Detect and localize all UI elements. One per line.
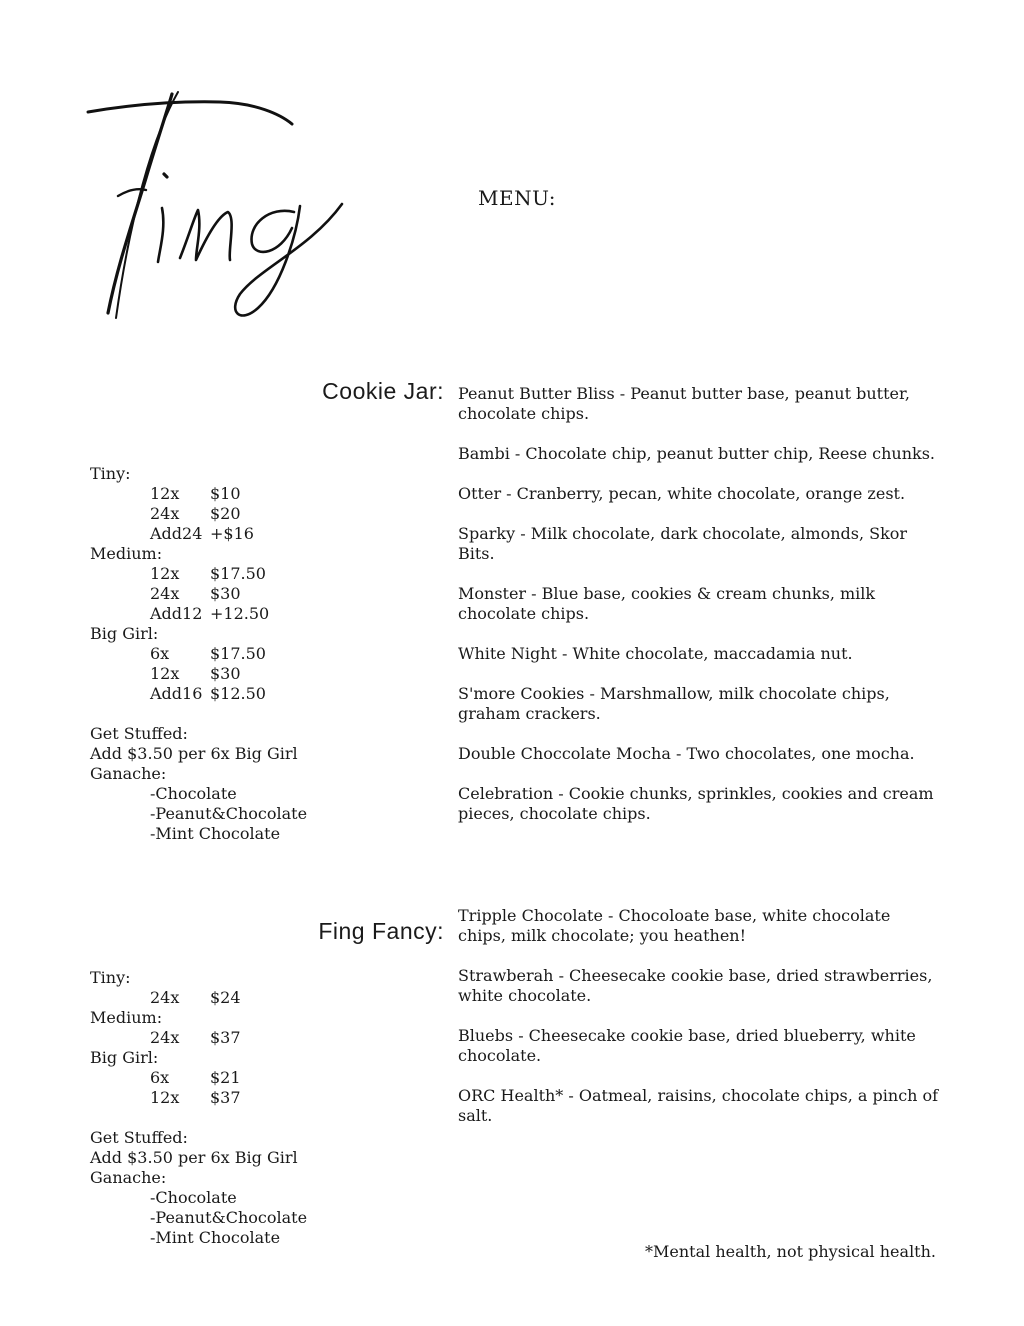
menu-item: Bluebs - Cheesecake cookie base, dried blueberry, white chocolate. xyxy=(458,1026,916,1065)
price-row xyxy=(90,1068,307,1088)
qty: Add12 xyxy=(150,604,203,623)
price: $17.50 xyxy=(210,644,266,663)
menu-item: Otter - Cranberry, pecan, white chocolate, orange zest. xyxy=(458,484,906,503)
price: +12.50 xyxy=(210,604,270,623)
qty: 24x xyxy=(150,504,180,523)
menu-item: Tripple Chocolate - Chocoloate base, white chocolate chips, milk chocolate; you heathen! xyxy=(458,906,891,945)
price-row xyxy=(90,684,307,704)
price: $20 xyxy=(210,504,241,523)
ganache-label: Ganache: xyxy=(90,1168,167,1187)
price: $24 xyxy=(210,988,241,1007)
price-row xyxy=(90,604,307,624)
qty: 12x xyxy=(150,484,180,503)
price: $30 xyxy=(210,584,241,603)
qty: 12x xyxy=(150,564,180,583)
price-row xyxy=(90,524,307,544)
price: $10 xyxy=(210,484,241,503)
price: $30 xyxy=(210,664,241,683)
menu-item: S'more Cookies - Marshmallow, milk chocolate chips, graham crackers. xyxy=(458,684,890,723)
price-row xyxy=(90,664,307,684)
qty: Add16 xyxy=(150,684,203,703)
ganache-option: -Peanut&Chocolate xyxy=(150,804,308,823)
qty: 6x xyxy=(150,644,170,663)
menu-item: Celebration - Cookie chunks, sprinkles, cookies and cream pieces, chocolate chips. xyxy=(458,784,934,823)
price-row xyxy=(90,988,307,1008)
size-label: Tiny: xyxy=(90,464,131,483)
price: $12.50 xyxy=(210,684,266,703)
qty: 12x xyxy=(150,664,180,683)
ganache-label: Ganache: xyxy=(90,764,167,783)
cookie-jar-heading: Cookie Jar: xyxy=(322,378,444,404)
ganache-option: -Mint Chocolate xyxy=(150,1228,281,1247)
fing-fancy-heading: Fing Fancy: xyxy=(318,918,444,944)
price-row xyxy=(90,644,307,664)
price-row xyxy=(90,484,307,504)
price: $17.50 xyxy=(210,564,266,583)
fing-fancy-items xyxy=(458,906,943,1126)
qty: Add24 xyxy=(150,524,203,543)
size-label: Big Girl: xyxy=(90,624,159,643)
size-label: Medium: xyxy=(90,544,163,563)
fing-fancy-price-list xyxy=(90,968,307,1248)
get-stuffed-label: Get Stuffed: xyxy=(90,724,188,743)
get-stuffed-desc: Add $3.50 per 6x Big Girl xyxy=(90,1148,298,1167)
get-stuffed-label: Get Stuffed: xyxy=(90,1128,188,1147)
ganache-option: -Chocolate xyxy=(150,784,237,803)
price-row xyxy=(90,504,307,524)
price: $21 xyxy=(210,1068,241,1087)
size-label: Big Girl: xyxy=(90,1048,159,1067)
menu-item: Monster - Blue base, cookies & cream chunks, milk chocolate chips. xyxy=(458,584,876,623)
cookie-jar-price-list xyxy=(90,464,307,844)
fing-script-logo xyxy=(80,78,350,328)
menu-item: Strawberah - Cheesecake cookie base, dried strawberries, white chocolate. xyxy=(458,966,933,1005)
menu-heading: MENU: xyxy=(478,186,556,210)
get-stuffed-desc: Add $3.50 per 6x Big Girl xyxy=(90,744,298,763)
menu-item: White Night - White chocolate, maccadamia nut. xyxy=(458,644,853,663)
size-label: Medium: xyxy=(90,1008,163,1027)
price: +$16 xyxy=(210,524,254,543)
qty: 24x xyxy=(150,988,180,1007)
footnote: *Mental health, not physical health. xyxy=(645,1242,936,1261)
menu-item: ORC Health* - Oatmeal, raisins, chocolate chips, a pinch of salt. xyxy=(458,1086,939,1125)
menu-item: Sparky - Milk chocolate, dark chocolate, almonds, Skor Bits. xyxy=(458,524,908,563)
menu-item: Peanut Butter Bliss - Peanut butter base, peanut butter, chocolate chips. xyxy=(458,384,910,423)
price-row xyxy=(90,1088,307,1108)
qty: 24x xyxy=(150,584,180,603)
menu-item: Bambi - Chocolate chip, peanut butter chip, Reese chunks. xyxy=(458,444,936,463)
price: $37 xyxy=(210,1088,241,1107)
cookie-jar-items xyxy=(458,384,943,824)
qty: 6x xyxy=(150,1068,170,1087)
qty: 24x xyxy=(150,1028,180,1047)
price-row xyxy=(90,1028,307,1048)
price: $37 xyxy=(210,1028,241,1047)
menu-item: Double Choccolate Mocha - Two chocolates, one mocha. xyxy=(458,744,915,763)
ganache-option: -Chocolate xyxy=(150,1188,237,1207)
size-label: Tiny: xyxy=(90,968,131,987)
price-row xyxy=(90,564,307,584)
qty: 12x xyxy=(150,1088,180,1107)
price-row xyxy=(90,584,307,604)
ganache-option: -Mint Chocolate xyxy=(150,824,281,843)
ganache-option: -Peanut&Chocolate xyxy=(150,1208,308,1227)
